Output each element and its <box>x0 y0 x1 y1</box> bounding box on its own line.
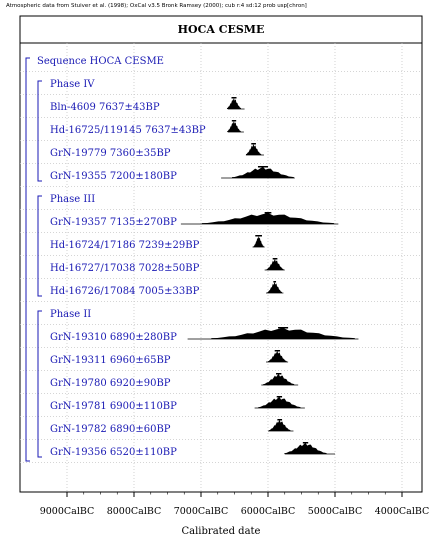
x-tick-label: 6000CalBC <box>240 506 296 517</box>
probability-distribution <box>246 144 261 155</box>
peak-mark <box>278 327 288 329</box>
sample-label: Hd-16726/17084 7005±33BP <box>50 286 200 297</box>
sample-label: GrN-19781 6900±110BP <box>50 401 177 412</box>
sample-label: Hd-16727/17038 7028±50BP <box>50 263 200 274</box>
peak-mark <box>255 235 262 237</box>
x-axis-label: Calibrated date <box>181 526 261 537</box>
probability-distribution <box>269 420 290 431</box>
peak-mark <box>303 442 308 444</box>
probability-distribution <box>268 351 287 362</box>
peak-mark <box>276 373 281 375</box>
probability-distribution <box>211 328 355 339</box>
probability-distribution <box>267 282 282 293</box>
peak-mark <box>275 350 280 352</box>
sample-label: GrN-19779 7360±35BP <box>50 148 171 159</box>
probability-distribution <box>284 443 326 454</box>
peak-mark <box>258 166 268 168</box>
peak-mark <box>232 120 236 122</box>
x-tick-label: 5000CalBC <box>307 506 363 517</box>
x-tick-label: 9000CalBC <box>39 506 95 517</box>
probability-distribution <box>254 236 264 247</box>
chart-title: HOCA CESME <box>177 23 265 36</box>
rows <box>26 56 358 461</box>
sample-label: Hd-16725/119145 7637±43BP <box>50 125 206 136</box>
probability-distribution <box>202 213 334 224</box>
probability-distribution <box>267 259 284 270</box>
peak-mark <box>277 419 282 421</box>
probability-distribution <box>227 98 241 109</box>
peak-mark <box>273 281 276 283</box>
peak-mark <box>251 143 256 145</box>
phase-bracket <box>38 311 42 457</box>
phase-bracket <box>38 196 42 296</box>
credit-text: Atmospheric data from Stuiver et al. (1998); OxCal v3.5 Bronk Ramsey (2000); cub r:4 sd:12 prob usp[chron] <box>6 3 307 9</box>
probability-distribution <box>232 167 294 178</box>
sample-label: GrN-19356 6520±110BP <box>50 447 177 458</box>
sample-label: Bln-4609 7637±43BP <box>50 102 160 113</box>
sample-label: GrN-19357 7135±270BP <box>50 217 177 228</box>
x-tick-label: 4000CalBC <box>374 506 430 517</box>
phase-bracket <box>38 81 42 181</box>
phase-label: Phase III <box>50 194 96 205</box>
sample-label: GrN-19311 6960±65BP <box>50 355 171 366</box>
x-tick-label: 8000CalBC <box>106 506 162 517</box>
peak-mark <box>231 97 236 99</box>
phase-label: Phase IV <box>50 79 95 90</box>
sample-label: GrN-19782 6890±60BP <box>50 424 171 435</box>
sample-label: GrN-19355 7200±180BP <box>50 171 177 182</box>
sample-label: GrN-19310 6890±280BP <box>50 332 177 343</box>
sequence-label: Sequence HOCA CESME <box>37 56 164 67</box>
sequence-bracket <box>26 58 30 461</box>
probability-distribution <box>227 121 241 132</box>
peak-mark <box>273 258 278 260</box>
sample-label: GrN-19780 6920±90BP <box>50 378 171 389</box>
x-ticks <box>40 492 430 517</box>
sample-label: Hd-16724/17186 7239±29BP <box>50 240 200 251</box>
x-tick-label: 7000CalBC <box>173 506 229 517</box>
phase-label: Phase II <box>50 309 92 320</box>
probability-distribution <box>258 397 300 408</box>
peak-mark <box>277 396 282 398</box>
peak-mark <box>265 212 272 214</box>
